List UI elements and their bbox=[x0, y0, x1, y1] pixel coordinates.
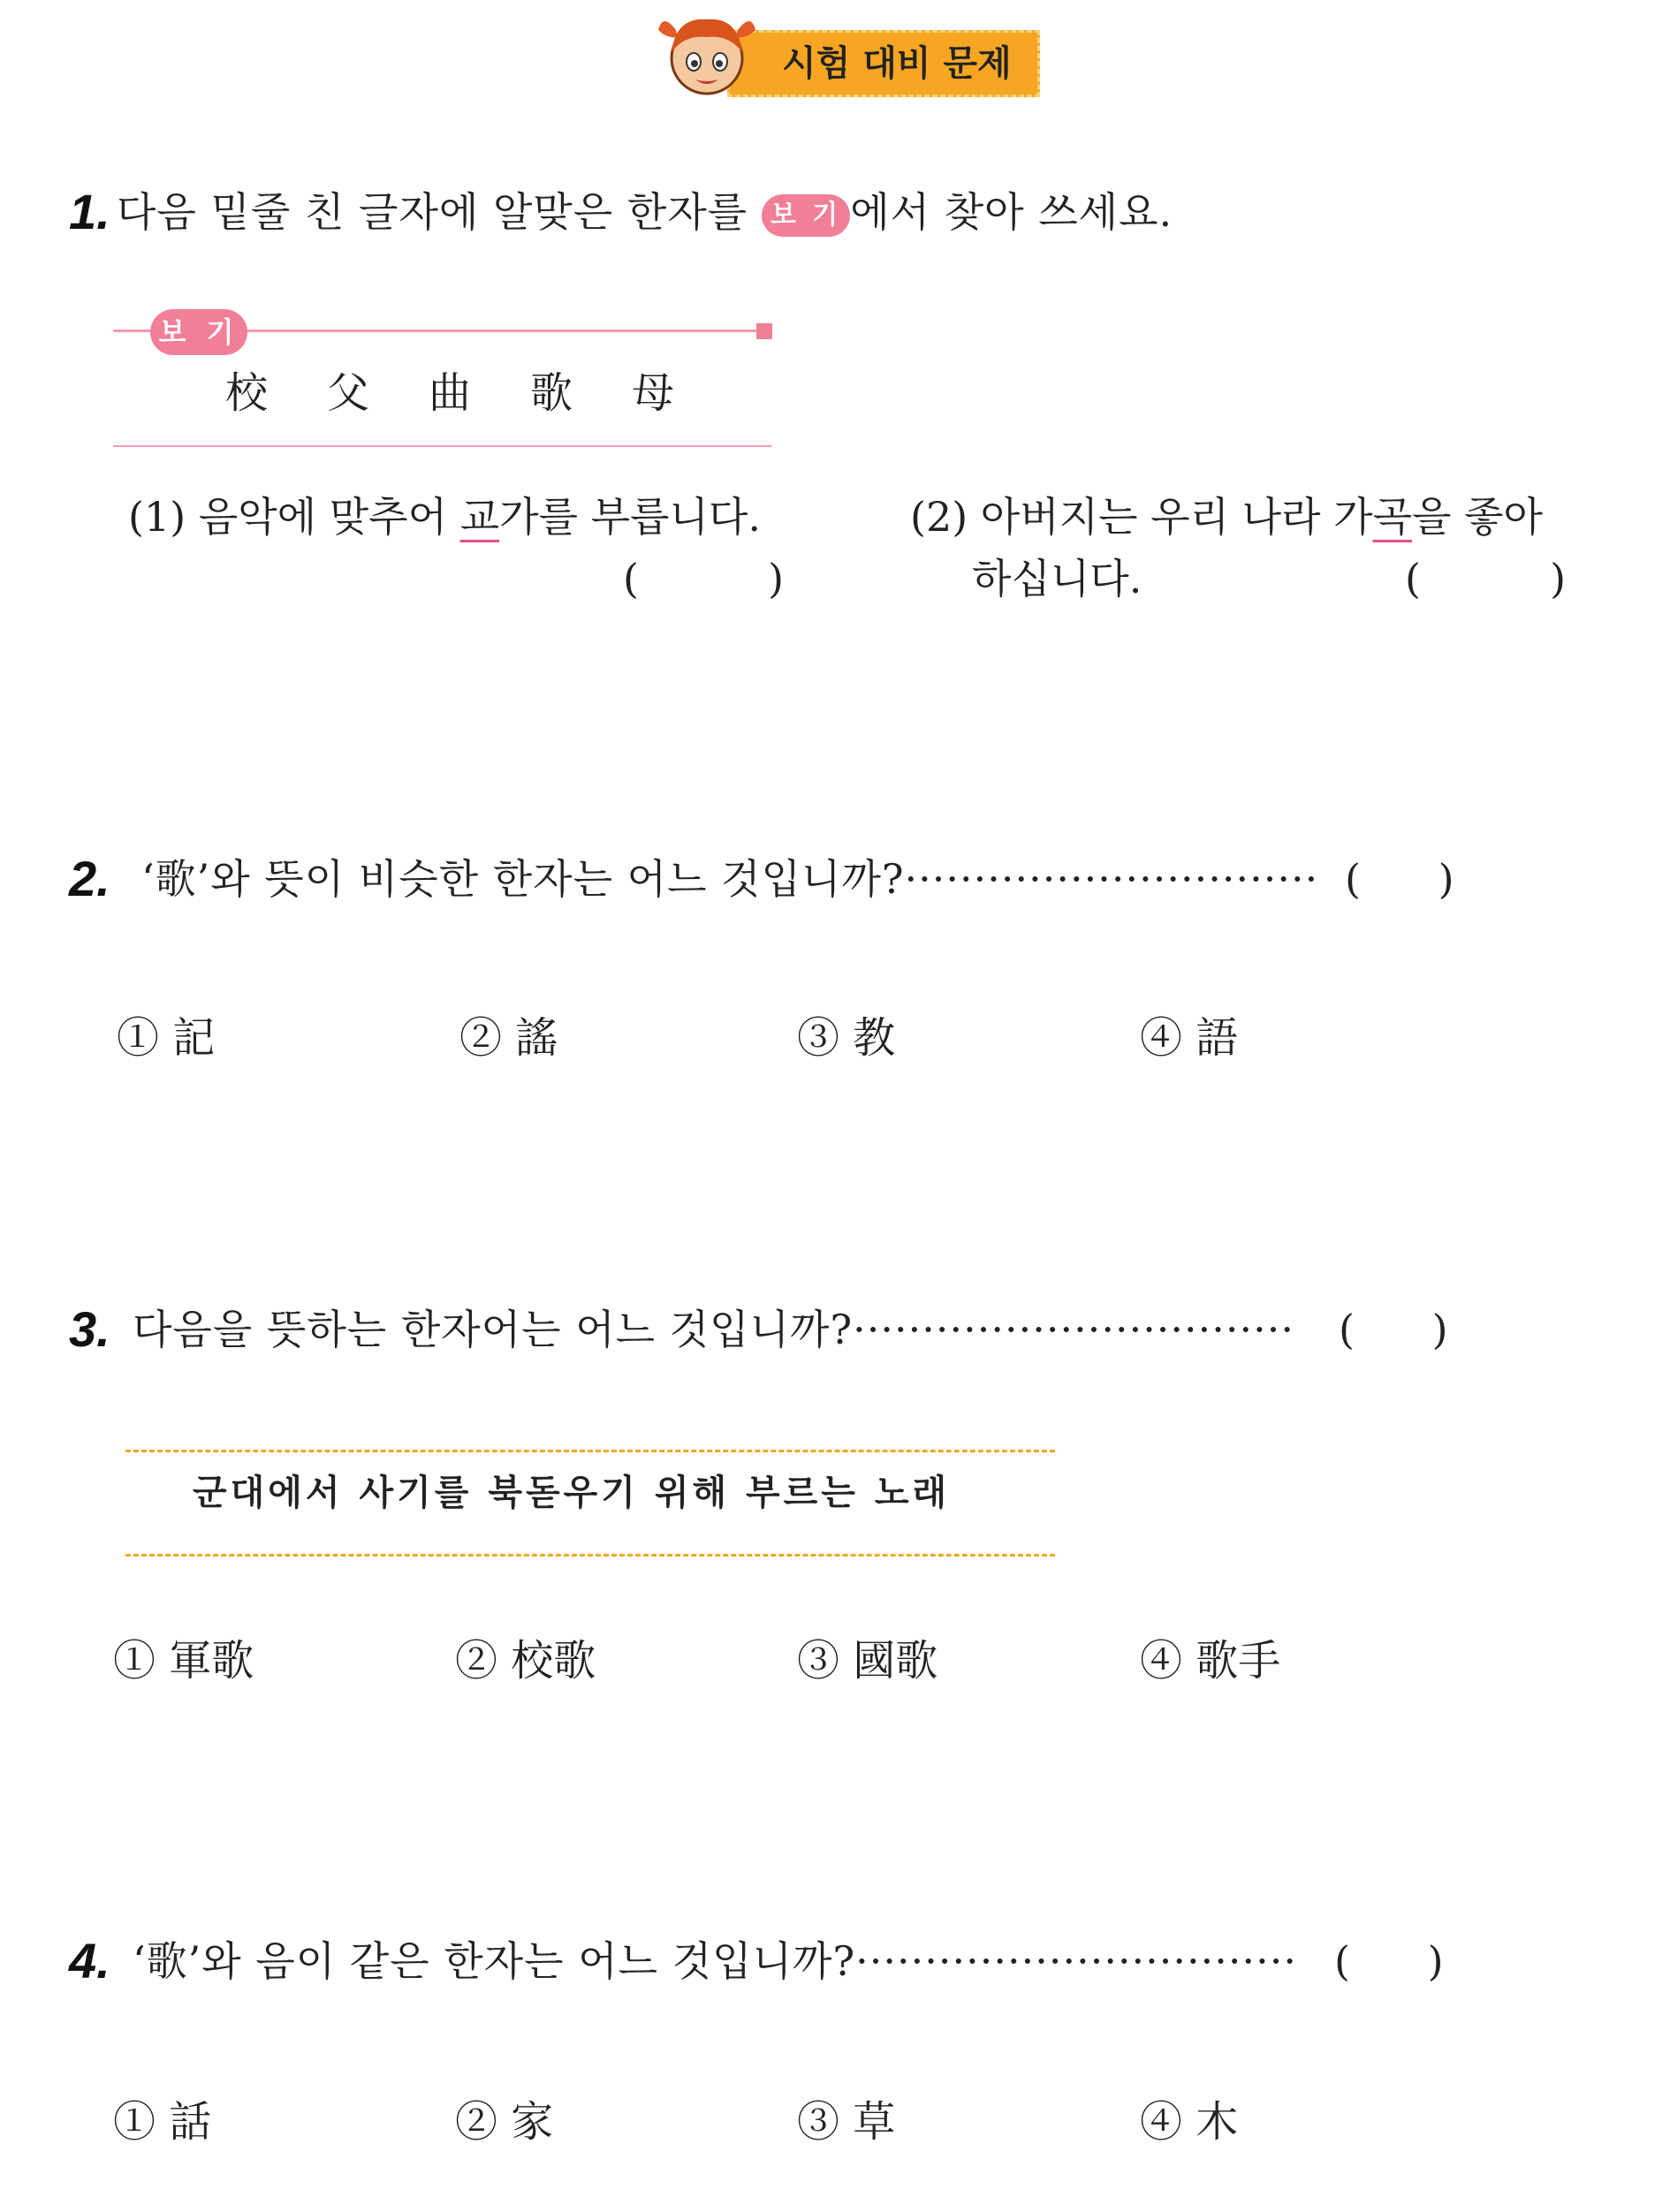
item-text: 음악에 맞추어 bbox=[198, 493, 460, 541]
bogi-char: 曲 bbox=[429, 368, 472, 418]
q3-option-2[interactable]: ② 校歌 bbox=[455, 1636, 596, 1686]
item-text: 가를 부릅니다. bbox=[499, 493, 761, 541]
bogi-bottom-line bbox=[113, 445, 771, 447]
page-title: 시험 대비 문제 bbox=[782, 43, 1012, 84]
question-number-4: 4. bbox=[69, 1933, 110, 1989]
bogi-pill-inline: 보 기 bbox=[762, 194, 850, 237]
bogi-char: 父 bbox=[327, 368, 370, 418]
bogi-label: 보 기 bbox=[150, 309, 247, 355]
answer-blank-1[interactable]: ( ) bbox=[623, 555, 785, 602]
q1-item-1 bbox=[128, 490, 761, 543]
q1-item-2-line2: 하십니다. bbox=[972, 555, 1142, 602]
bogi-characters bbox=[225, 367, 733, 420]
q3-option-4[interactable]: ④ 歌手 bbox=[1140, 1636, 1281, 1686]
answer-blank-q2[interactable]: ( ) bbox=[1345, 855, 1454, 903]
q4-option-3[interactable]: ③ 草 bbox=[797, 2097, 896, 2147]
q4-option-4[interactable]: ④ 木 bbox=[1140, 2097, 1239, 2147]
question-3-text: 다음을 뜻하는 한자어는 어느 것입니까?································ bbox=[133, 1306, 1295, 1353]
item-text: 을 좋아 bbox=[1412, 493, 1543, 541]
q3-option-1[interactable]: ① 軍歌 bbox=[113, 1636, 254, 1686]
question-1-text-after: 에서 찾아 쓰세요. bbox=[850, 188, 1173, 236]
question-number-3: 3. bbox=[69, 1301, 110, 1357]
bogi-char: 校 bbox=[225, 368, 269, 418]
question-2-text: ‘歌’와 뜻이 비슷한 한자는 어느 것입니까?······························ bbox=[141, 855, 1319, 903]
q2-option-1[interactable]: ① 記 bbox=[117, 1013, 216, 1063]
underlined-char: 교 bbox=[459, 493, 500, 541]
q4-option-2[interactable]: ② 家 bbox=[455, 2097, 554, 2147]
question-4-text: ‘歌’와 음이 같은 한자는 어느 것입니까?································ bbox=[133, 1937, 1298, 1985]
question-number-1: 1. bbox=[69, 184, 110, 239]
bogi-line-end bbox=[756, 323, 772, 339]
q3-option-3[interactable]: ③ 國歌 bbox=[797, 1636, 938, 1686]
answer-blank-q4[interactable]: ( ) bbox=[1334, 1937, 1444, 1985]
q4-option-1[interactable]: ① 話 bbox=[113, 2097, 212, 2147]
answer-blank-q3[interactable]: ( ) bbox=[1339, 1306, 1448, 1353]
question-1-text bbox=[117, 186, 1173, 239]
question-number-2: 2. bbox=[69, 851, 110, 906]
q3-hint: 군대에서 사기를 북돋우기 위해 부르는 노래 bbox=[193, 1473, 951, 1513]
hint-bottom-dash bbox=[125, 1554, 1055, 1557]
q2-option-4[interactable]: ④ 語 bbox=[1140, 1013, 1239, 1063]
hint-top-dash bbox=[125, 1450, 1055, 1452]
bogi-char: 母 bbox=[632, 368, 675, 418]
girl-mascot-icon bbox=[658, 4, 755, 102]
q1-item-2 bbox=[910, 490, 1543, 543]
item-number: (2) bbox=[910, 493, 968, 541]
q2-option-2[interactable]: ② 謠 bbox=[459, 1013, 558, 1063]
bogi-char: 歌 bbox=[530, 368, 573, 418]
q2-option-3[interactable]: ③ 教 bbox=[797, 1013, 896, 1063]
answer-blank-2[interactable]: ( ) bbox=[1405, 555, 1567, 602]
item-text: 아버지는 우리 나라 가 bbox=[980, 493, 1373, 541]
underlined-char: 곡 bbox=[1372, 493, 1413, 541]
question-1-text-before: 다음 밑줄 친 글자에 알맞은 한자를 bbox=[117, 188, 748, 236]
item-number: (1) bbox=[128, 493, 186, 541]
